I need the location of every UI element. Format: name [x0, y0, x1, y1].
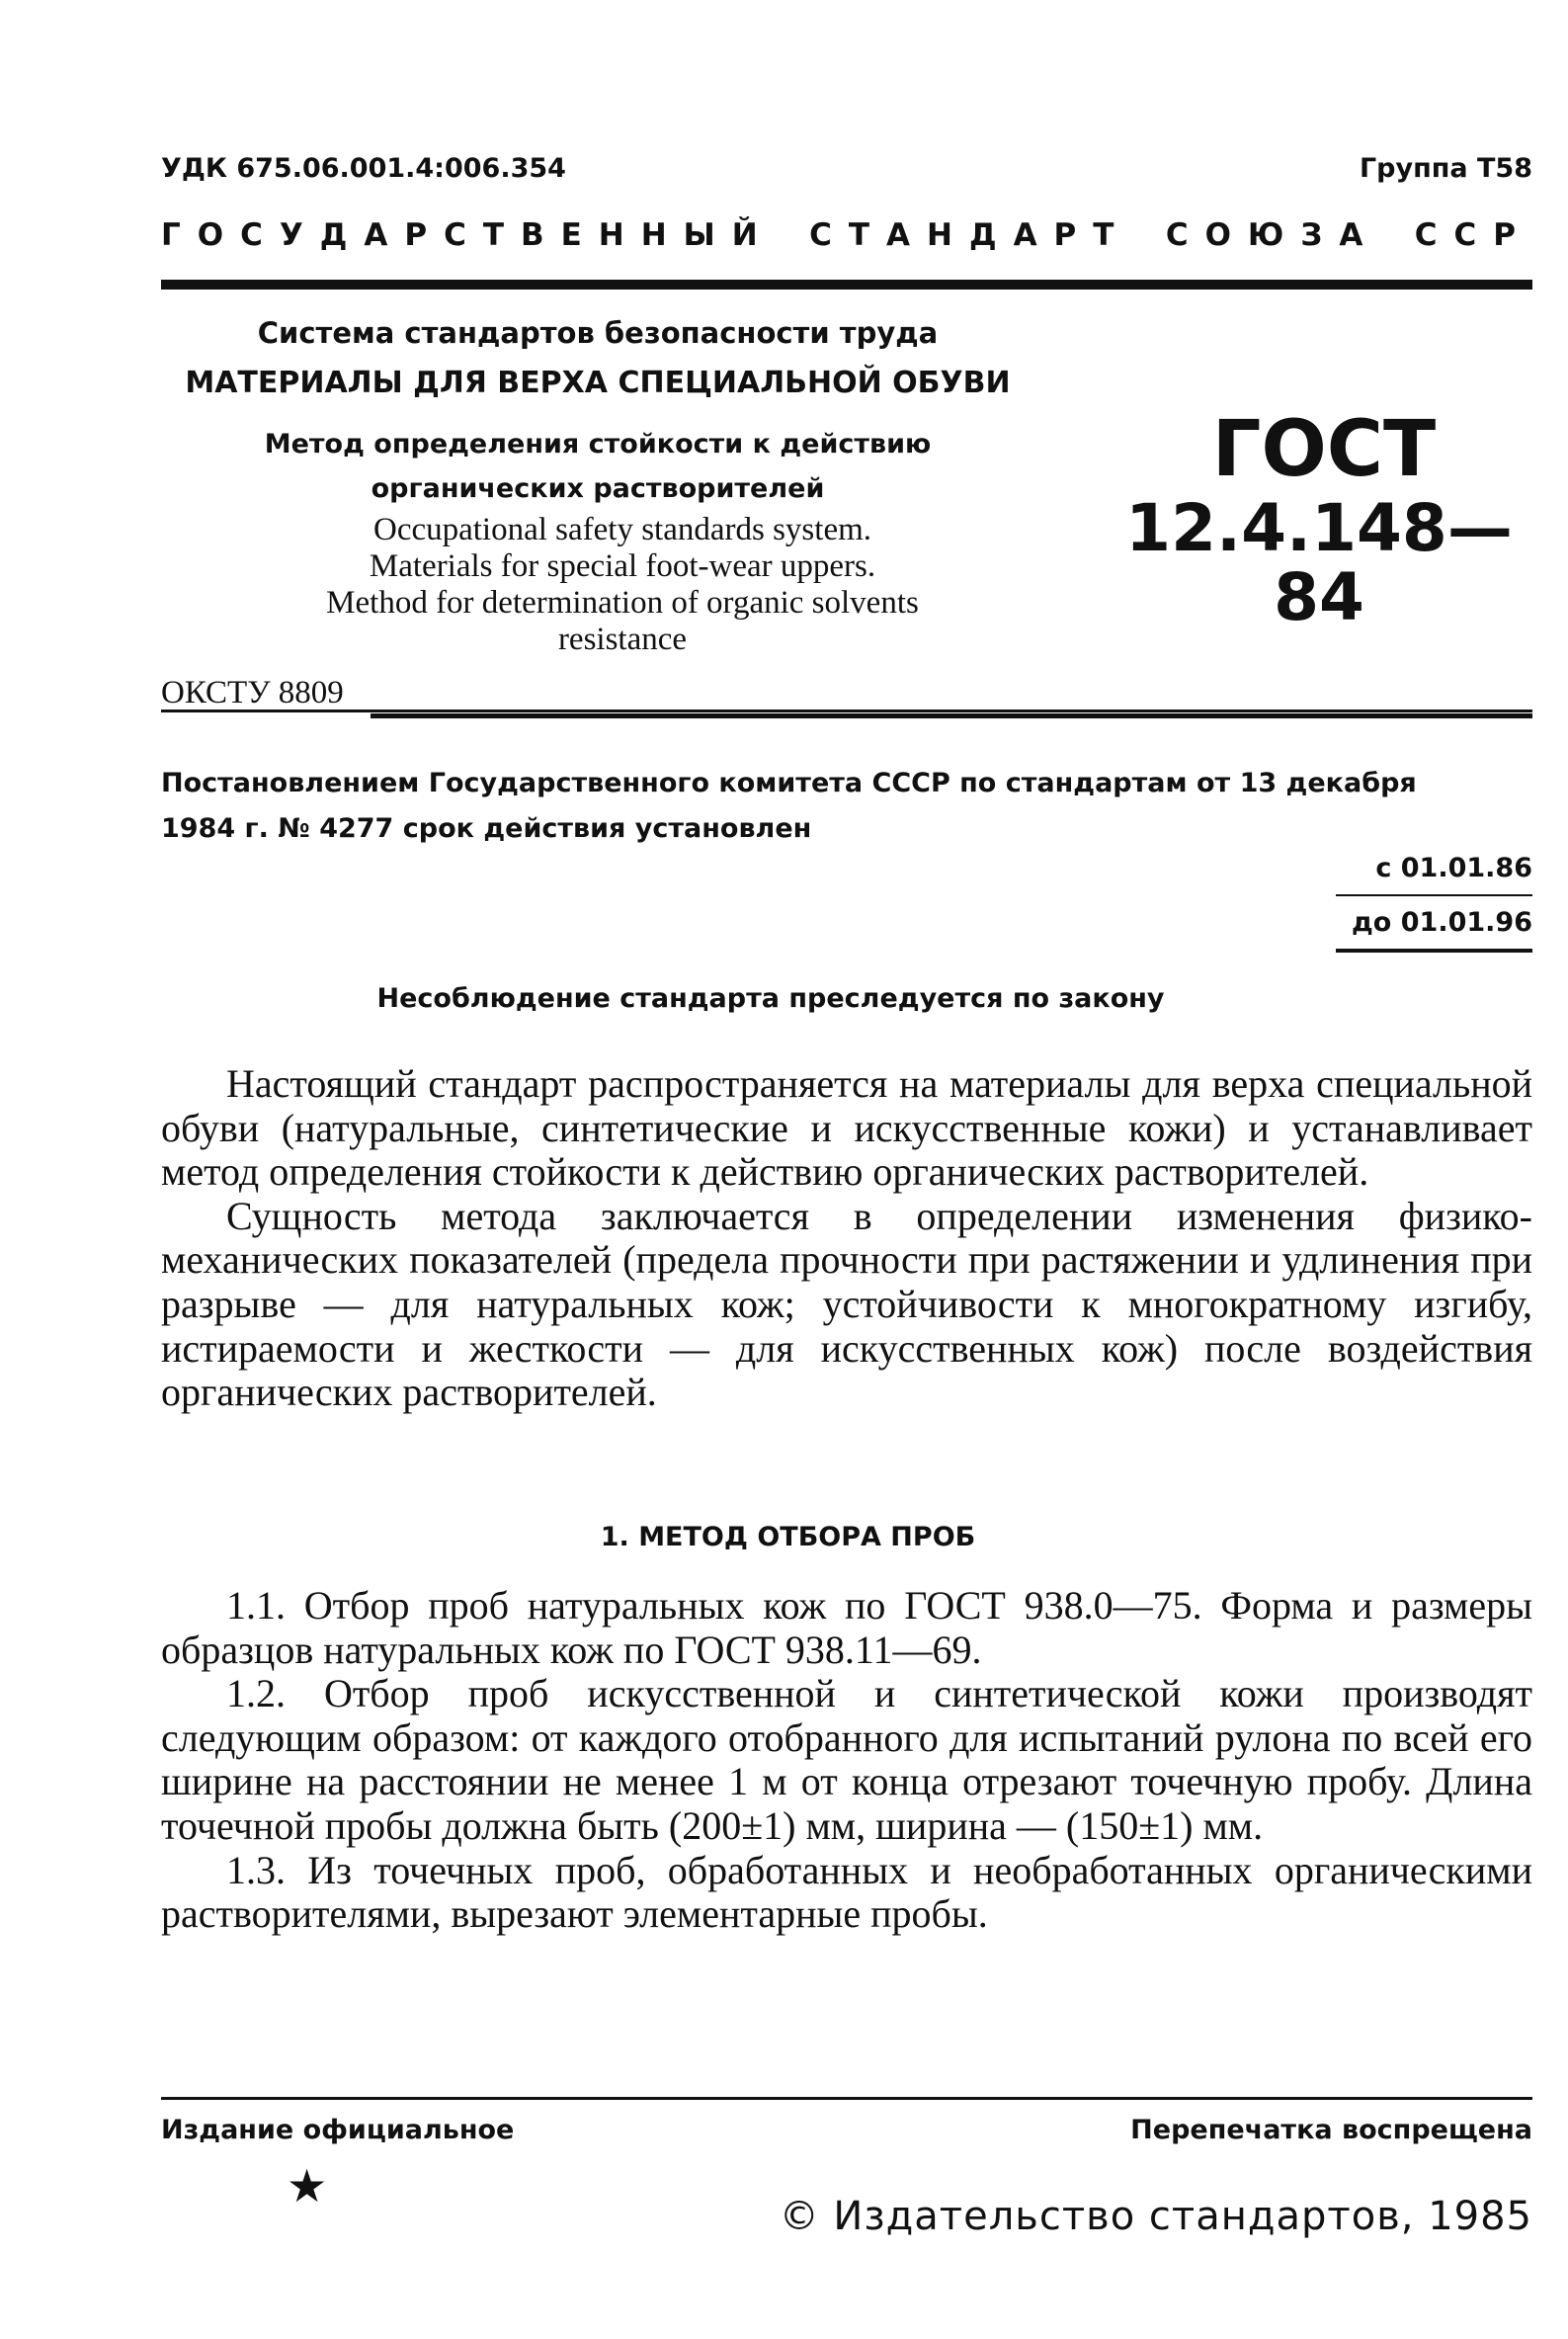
edition-label: Издание официальное [161, 2115, 515, 2145]
divider [371, 713, 1532, 718]
intro-body [161, 1062, 1532, 1415]
system-title: Система стандартов безопасности труда [257, 316, 939, 350]
paragraph: Настоящий стандарт распространяется на материалы для верха специальной обуви (натуральные, синтетические и искусственные кожи) и устанавливает метод определения стойкости к действию органических растворителей. [161, 1061, 1532, 1195]
banner-word: СОЮЗА [1165, 217, 1380, 253]
gost-number: 12.4.148—84 [1125, 490, 1513, 635]
divider [161, 710, 1532, 712]
paragraph: 1.1. Отбор проб натуральных кож по ГОСТ 938.0—75. Форма и размеры образцов натуральных кож по ГОСТ 938.11—69. [161, 1583, 1532, 1672]
banner-word: ССР [1414, 217, 1532, 253]
divider [1336, 949, 1532, 953]
decree-line: 1984 г. № 4277 срок действия установлен [161, 813, 812, 844]
method-line: органических растворителей [371, 473, 825, 504]
method-title [158, 422, 1037, 511]
valid-from: с 01.01.86 [1375, 853, 1532, 883]
paragraph: 1.2. Отбор проб искусственной и синтетической кожи производят следующим образом: от каждого отобранного для испытаний рулона по всей его ширине на расстоянии не менее 1 м от конца отрезают точечную пробу. Длина точечной пробы должна быть (200±1) мм, ширина — (150±1) мм. [161, 1671, 1532, 1848]
decree-text [161, 761, 1532, 852]
okstu-code: ОКСТУ 8809 [161, 675, 344, 710]
divider [161, 2097, 1532, 2100]
method-line: Метод определения стойкости к действию [264, 429, 932, 459]
gost-label: ГОСТ [1211, 405, 1437, 494]
star-icon: ★ [287, 2159, 328, 2213]
english-line: Occupational safety standards system. [372, 512, 872, 547]
decree-line: Постановлением Государственного комитета СССР по стандартам от 13 декабря [161, 768, 1417, 798]
state-standard-banner [161, 217, 1532, 253]
banner-word: ГОСУДАРСТВЕННЫЙ [161, 217, 775, 253]
paragraph: 1.3. Из точечных проб, обработанных и необработанных органическими растворителями, вырезают элементарные пробы. [161, 1847, 1532, 1937]
section-heading: 1. МЕТОД ОТБОРА ПРОБ [600, 1522, 976, 1552]
noncompliance-notice: Несоблюдение стандарта преследуется по закону [376, 983, 1165, 1014]
udk-code: УДК 675.06.001.4:006.354 [161, 153, 566, 184]
valid-to: до 01.01.96 [1352, 907, 1532, 938]
copyright: © Издательство стандартов, 1985 [779, 2194, 1532, 2239]
group-code: Группа Т58 [1359, 153, 1532, 184]
reprint-notice: Перепечатка воспрещена [1130, 2115, 1532, 2145]
english-line: Materials for special foot-wear uppers. [369, 548, 876, 584]
thick-divider [161, 280, 1532, 290]
banner-word: СТАНДАРТ [809, 217, 1131, 253]
section-body [161, 1584, 1532, 1937]
english-line: resistance [557, 622, 688, 657]
english-title [178, 512, 1067, 658]
divider [1336, 894, 1532, 896]
materials-title: МАТЕРИАЛЫ ДЛЯ ВЕРХА СПЕЦИАЛЬНОЙ ОБУВИ [185, 366, 1011, 400]
paragraph: Сущность метода заключается в определении изменения физико-механических показателей (предела прочности при растяжении и удлинения при разрыве — для натуральных кож; устойчивости к многократному изгибу, истираемости и жесткости — для искусственных кож) после воздействия органических растворителей. [161, 1193, 1532, 1415]
english-line: Method for determination of organic solvents [326, 585, 919, 621]
